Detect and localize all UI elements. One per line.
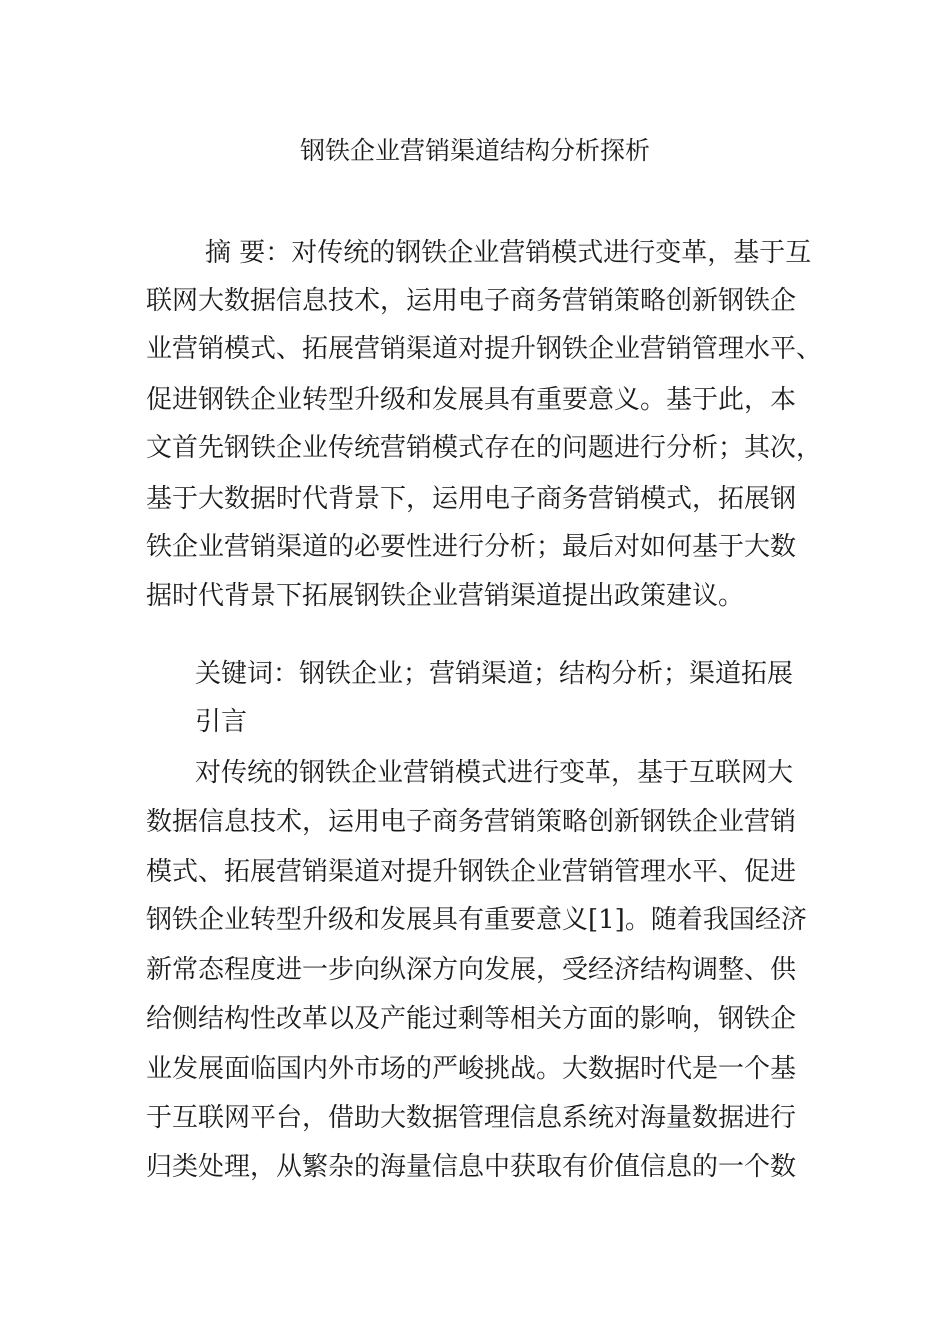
abstract-line: 摘 要：对传统的钢铁企业营销模式进行变革，基于互 (205, 238, 812, 268)
body-line: 新常态程度进一步向纵深方向发展，受经济结构调整、供 (146, 955, 797, 985)
body-line: 给侧结构性改革以及产能过剩等相关方面的影响，钢铁企 (146, 1004, 797, 1034)
document-title: 钢铁企业营销渠道结构分析探析 (299, 136, 650, 165)
body-line: 于互联网平台，借助大数据管理信息系统对海量数据进行 (146, 1103, 797, 1133)
abstract-line: 促进钢铁企业转型升级和发展具有重要意义。基于此，本 (146, 385, 797, 415)
body-line: 模式、拓展营销渠道对提升钢铁企业营销管理水平、促进 (146, 857, 797, 887)
abstract-line: 联网大数据信息技术，运用电子商务营销策略创新钢铁企 (146, 286, 797, 316)
body-line: 对传统的钢铁企业营销模式进行变革，基于互联网大 (195, 758, 794, 788)
body-line: 归类处理，从繁杂的海量信息中获取有价值信息的一个数 (146, 1152, 797, 1182)
abstract-line: 业营销模式、拓展营销渠道对提升钢铁企业营销管理水平、 (146, 334, 823, 364)
abstract-line: 铁企业营销渠道的必要性进行分析；最后对如何基于大数 (146, 532, 797, 562)
abstract-line: 据时代背景下拓展钢铁企业营销渠道提出政策建议。 (146, 581, 745, 611)
body-line: 钢铁企业转型升级和发展具有重要意义[1]。随着我国经济 (146, 905, 807, 935)
body-line: 业发展面临国内外市场的严峻挑战。大数据时代是一个基 (146, 1054, 797, 1084)
intro-heading: 引言 (195, 707, 248, 737)
abstract-line: 基于大数据时代背景下，运用电子商务营销模式，拓展钢 (146, 484, 797, 514)
keywords: 关键词：钢铁企业；营销渠道；结构分析；渠道拓展 (195, 659, 794, 689)
abstract-line: 文首先钢铁企业传统营销模式存在的问题进行分析；其次， (146, 433, 823, 463)
body-line: 数据信息技术，运用电子商务营销策略创新钢铁企业营销 (146, 807, 797, 837)
